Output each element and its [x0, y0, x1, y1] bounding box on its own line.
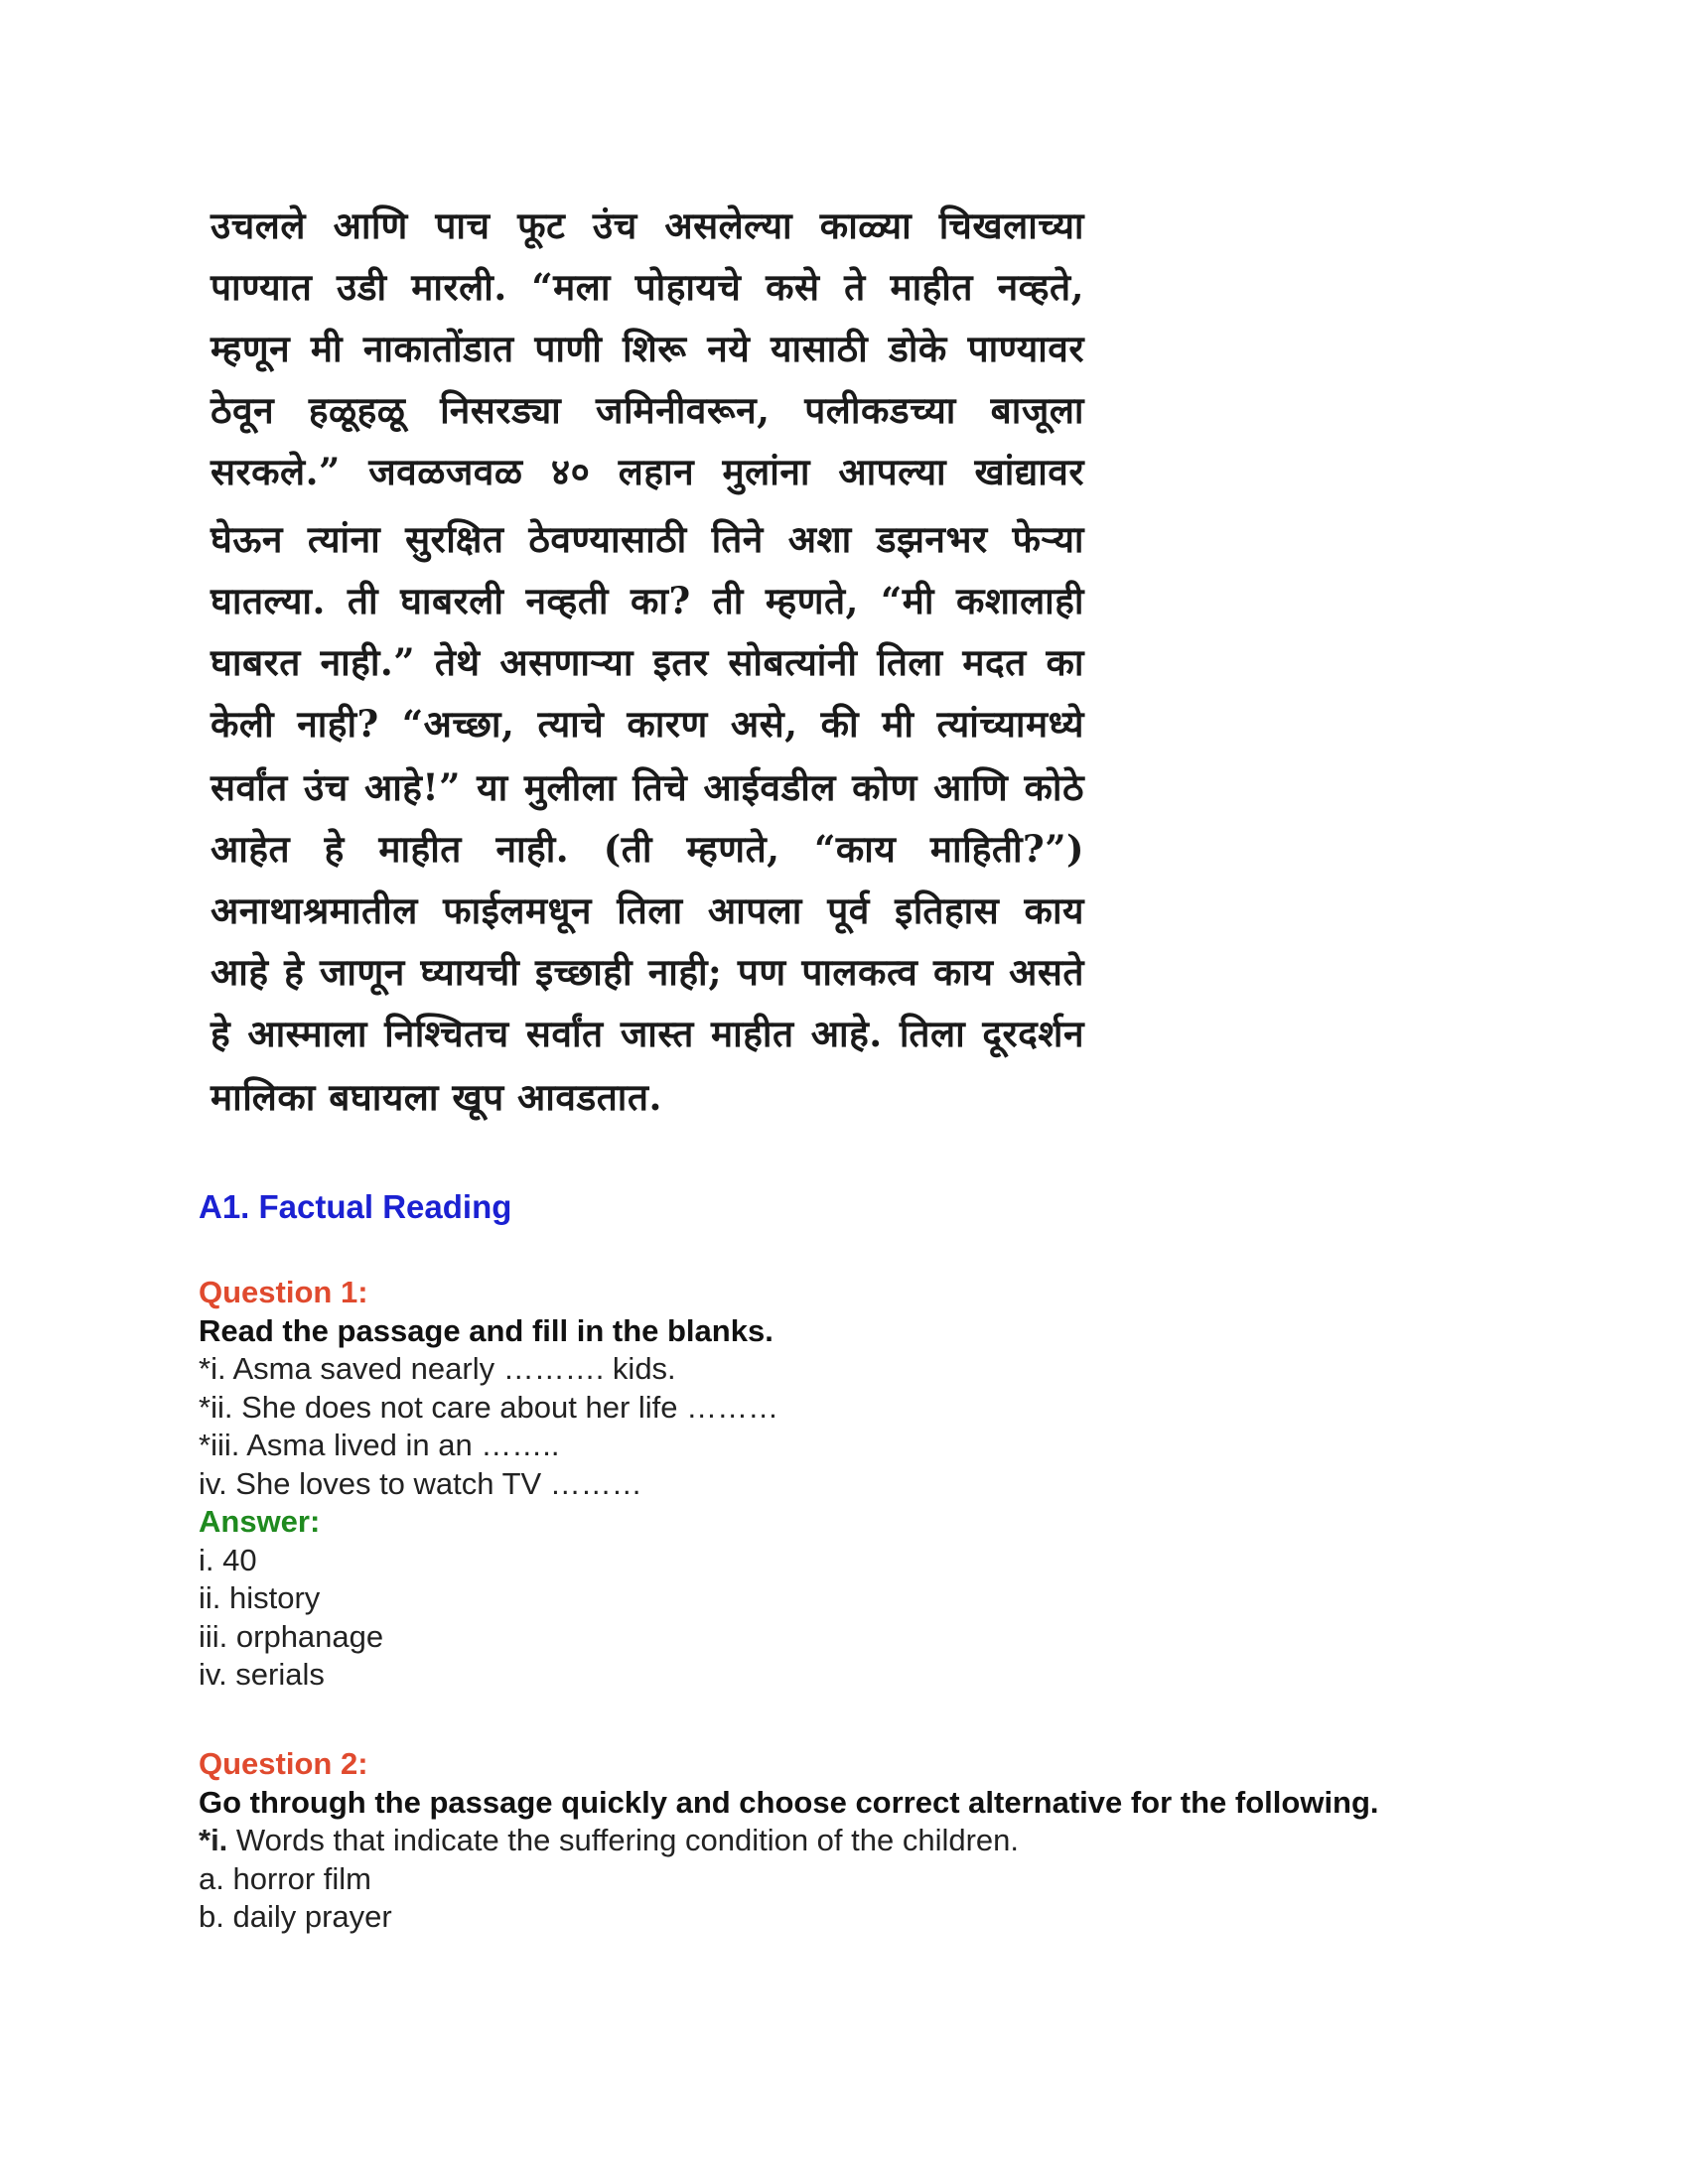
passage-line: म्हणून मी नाकातोंडात पाणी शिरू नये यासाठी डोके पाण्यावर — [211, 327, 1084, 370]
passage-line: आहे हे जाणून घ्यायची इच्छाही नाही; पण पालकत्व काय असते — [211, 950, 1084, 994]
answer-item: iii. orphanage — [199, 1618, 384, 1654]
passage-line: आहेत हे माहीत नाही. (ती म्हणते, “काय माहिती?”) — [211, 827, 1084, 871]
question-1-block — [199, 1274, 1509, 1695]
question-1-item: *iii. Asma lived in an …….. — [199, 1428, 560, 1462]
passage-line: पाण्यात उडी मारली. “मला पोहायचे कसे ते माहीत नव्हते, — [211, 265, 1084, 309]
question-1-item: iv. She loves to watch TV ……… — [199, 1465, 642, 1501]
question-2-item — [199, 1822, 1509, 1860]
question-1-label: Question 1: — [199, 1275, 368, 1309]
passage-line: अनाथाश्रमातील फाईलमधून तिला आपला पूर्व इतिहास काय — [211, 888, 1084, 932]
option-item: a. horror film — [199, 1860, 371, 1896]
question-2-item-text: Words that indicate the suffering condition of the children. — [227, 1823, 1020, 1857]
section-heading: A1. Factual Reading — [199, 1188, 512, 1225]
question-2-block — [199, 1745, 1509, 1937]
marathi-passage-scan — [199, 195, 1092, 1148]
passage-line: सर्वांत उंच आहे!” या मुलीला तिचे आईवडील कोण आणि कोठे — [211, 765, 1084, 809]
passage-line: घाबरत नाही.” तेथे असणाऱ्या इतर सोबत्यांनी तिला मदत का — [211, 640, 1084, 684]
passage-line: केली नाही? “अच्छा, त्याचे कारण असे, की मी त्यांच्यामध्ये — [211, 702, 1084, 746]
question-2-label: Question 2: — [199, 1746, 368, 1781]
answer-item: iv. serials — [199, 1657, 325, 1692]
passage-line: उचलले आणि पाच फूट उंच असलेल्या काळ्या चिखलाच्या — [211, 204, 1084, 247]
passage-line: हे आस्माला निश्चितच सर्वांत जास्त माहीत आहे. तिला दूरदर्शन — [211, 1012, 1084, 1055]
passage-line: घातल्या. ती घाबरली नव्हती का? ती म्हणते, “मी कशालाही — [211, 579, 1084, 622]
question-2-instruction: Go through the passage quickly and choose correct alternative for the following. — [199, 1784, 1379, 1820]
answer-item: ii. history — [199, 1580, 321, 1615]
option-item: b. daily prayer — [199, 1899, 392, 1934]
question-1-item: *ii. She does not care about her life ……… — [199, 1389, 779, 1425]
answer-item: i. 40 — [199, 1542, 257, 1577]
passage-line: मालिका बघायला खूप आवडतात. — [211, 1075, 662, 1119]
passage-line: घेऊन त्यांना सुरक्षित ठेवण्यासाठी तिने अशा डझनभर फेऱ्या — [211, 517, 1084, 561]
passage-line: ठेवून हळूहळू निसरड्या जमिनीवरून, पलीकडच्या बाजूला — [211, 388, 1084, 432]
passage-line: सरकले.” जवळजवळ ४० लहान मुलांना आपल्या खांद्यावर — [211, 450, 1084, 493]
question-2-item-number: *i. — [199, 1823, 228, 1857]
question-1-item: *i. Asma saved nearly ………. kids. — [199, 1351, 676, 1386]
question-1-instruction: Read the passage and fill in the blanks. — [199, 1312, 774, 1348]
answer-label: Answer: — [199, 1504, 321, 1539]
